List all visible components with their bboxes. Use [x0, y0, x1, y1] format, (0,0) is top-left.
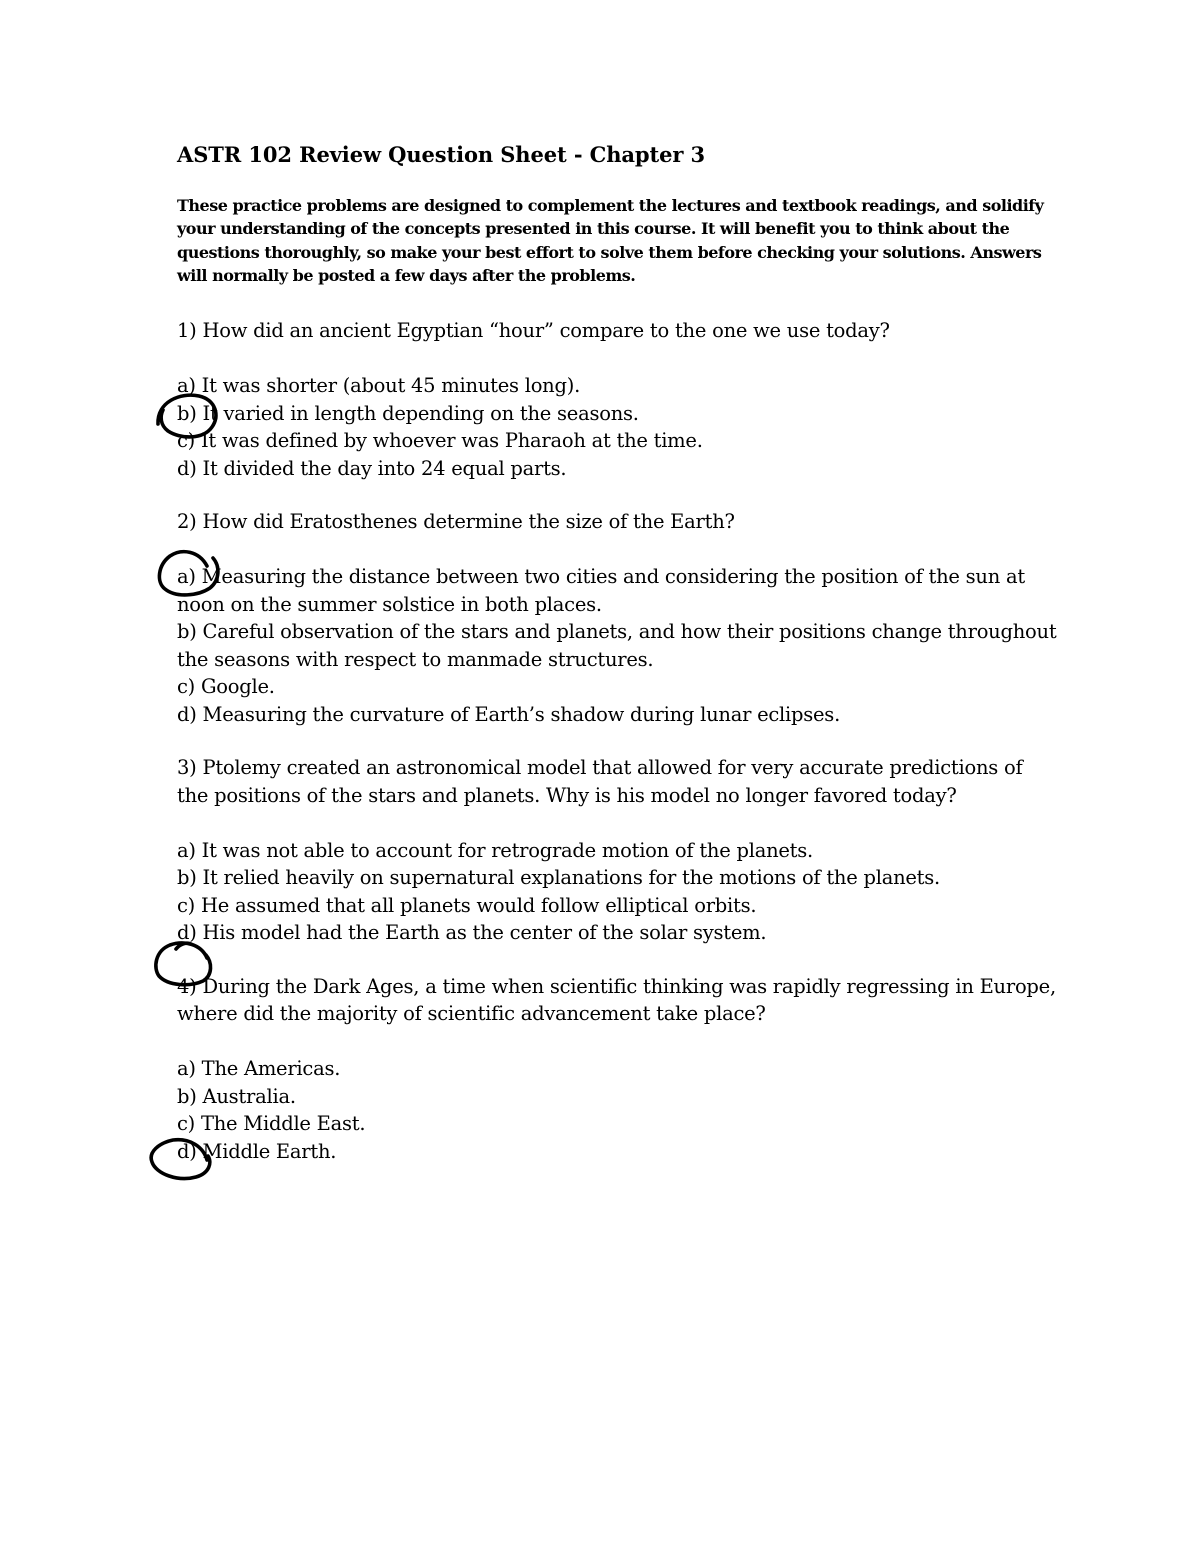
question-4 — [177, 973, 1057, 1166]
option-a: a) It was shorter (about 45 minutes long). — [177, 374, 581, 398]
option-d: d) Measuring the curvature of Earth’s shadow during lunar eclipses. — [177, 702, 841, 726]
option-b: b) It relied heavily on supernatural explanations for the motions of the planets. — [177, 866, 940, 890]
answer-options — [177, 372, 1057, 482]
answer-options — [177, 837, 1057, 947]
option-c: c) He assumed that all planets would follow elliptical orbits. — [177, 893, 757, 917]
page-title: ASTR 102 Review Question Sheet - Chapter 3 — [177, 142, 706, 167]
option-b: b) It varied in length depending on the seasons. — [177, 401, 639, 425]
question-text: 2) How did Eratosthenes determine the size of the Earth? — [177, 510, 735, 534]
option-d: d) It divided the day into 24 equal parts. — [177, 456, 567, 480]
option-c: c) The Middle East. — [177, 1112, 366, 1136]
option-d: d) Middle Earth. — [177, 1139, 337, 1163]
option-d: d) His model had the Earth as the center of the solar system. — [177, 921, 767, 945]
question-text: 1) How did an ancient Egyptian “hour” compare to the one we use today? — [177, 319, 890, 343]
option-c: c) It was defined by whoever was Pharaoh at the time. — [177, 429, 703, 453]
question-2 — [177, 508, 1057, 728]
question-1 — [177, 317, 1057, 482]
option-b: b) Australia. — [177, 1084, 296, 1108]
option-b: b) Careful observation of the stars and planets, and how their positions change throughout the seasons with respect to manmade structures. — [177, 620, 1057, 671]
option-c: c) Google. — [177, 675, 275, 699]
option-a: a) The Americas. — [177, 1057, 341, 1081]
option-a: a) Measuring the distance between two cities and considering the position of the sun at noon on the summer solstice in both places. — [177, 565, 1025, 616]
document-page — [177, 140, 1057, 1191]
question-text: 3) Ptolemy created an astronomical model that allowed for very accurate predictions of the positions of the stars and planets. Why is his model no longer favored today? — [177, 756, 1023, 807]
question-text: 4) During the Dark Ages, a time when scientific thinking was rapidly regressing in Europe, where did the majority of scientific advancement take place? — [177, 974, 1056, 1026]
answer-options — [177, 1055, 1057, 1165]
answer-options — [177, 563, 1057, 728]
intro-paragraph: These practice problems are designed to complement the lectures and textbook readings, and solidify your understanding of the concepts presented in this course. It will benefit you to think about the questions thoroughly, so make your best effort to solve them before checking your solutions. Answers will normally be posted a few days after the problems. — [177, 196, 1044, 285]
option-a: a) It was not able to account for retrograde motion of the planets. — [177, 838, 813, 862]
question-3 — [177, 754, 1057, 947]
